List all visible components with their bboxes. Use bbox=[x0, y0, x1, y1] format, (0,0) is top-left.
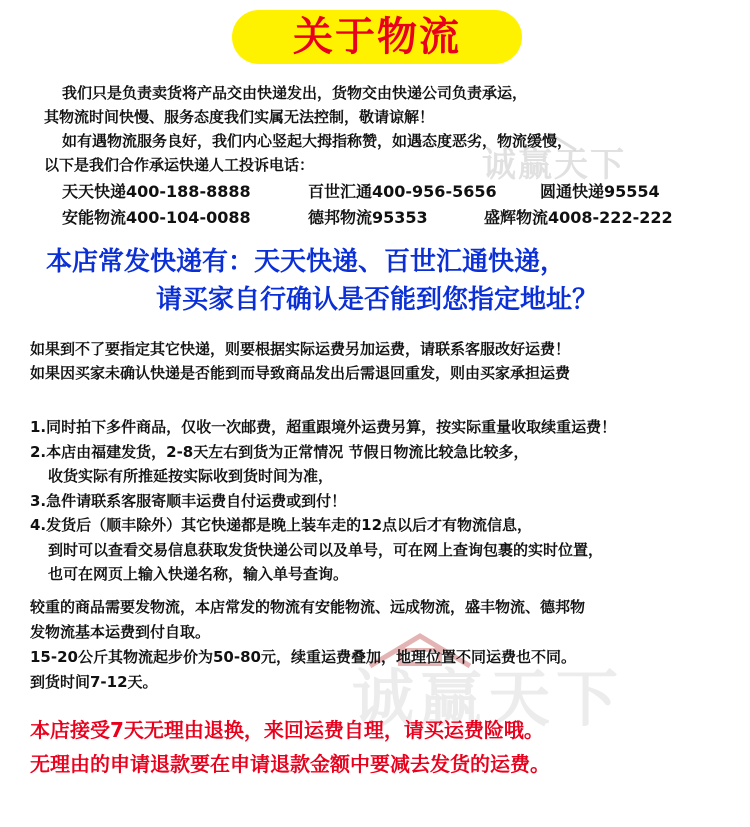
contact-shenghui: 盛辉物流4008-222-222 bbox=[484, 208, 673, 227]
page-title: 关于物流 bbox=[293, 14, 461, 60]
returns-line-1: 本店接受7天无理由退换，来回运费自理，请买运费险哦。 bbox=[30, 718, 544, 742]
contact-yuantong: 圆通快递95554 bbox=[540, 182, 660, 201]
heavy-line-2: 发物流基本运费到付自取。 bbox=[30, 623, 211, 641]
rule-line-6: 到时可以查看交易信息获取发货快递公司以及单号，可在网上查询包裹的实时位置， bbox=[48, 541, 604, 559]
heavy-line-1: 较重的商品需要发物流，本店常发的物流有安能物流、远成物流，盛丰物流、德邦物 bbox=[30, 598, 586, 616]
rule-line-4: 3.急件请联系客服寄顺丰运费自付运费或到付！ bbox=[30, 492, 347, 510]
rule-line-3: 收货实际有所推延按实际收到货时间为准， bbox=[48, 467, 334, 485]
contact-tiantian: 天天快递400-188-8888 bbox=[62, 182, 251, 201]
intro-line-2: 其物流时间快慢、服务态度我们实属无法控制，敬请谅解！ bbox=[44, 108, 435, 126]
title-banner bbox=[232, 10, 522, 64]
intro-line-1: 我们只是负责卖货将产品交由快递发出，货物交由快递公司负责承运， bbox=[62, 84, 528, 102]
condition-line-1: 如果到不了要指定其它快递，则要根据实际运费另加运费，请联系客服改好运费！ bbox=[30, 340, 571, 358]
rule-line-1: 1.同时拍下多件商品，仅收一次邮费，超重跟境外运费另算，按实际重量收取续重运费！ bbox=[30, 418, 617, 436]
watermark-text-top: 诚赢天下 bbox=[482, 145, 626, 185]
rule-line-7: 也可在网页上输入快递名称，输入单号查询。 bbox=[48, 565, 349, 583]
rule-line-5: 4.发货后（顺丰除外）其它快递都是晚上装车走的12点以后才有物流信息， bbox=[30, 516, 533, 534]
intro-line-3: 如有遇物流服务良好，我们内心竖起大拇指称赞，如遇态度恶劣，物流缓慢， bbox=[62, 132, 573, 150]
contact-debang: 德邦物流95353 bbox=[308, 208, 428, 227]
contact-anneng: 安能物流400-104-0088 bbox=[62, 208, 251, 227]
watermark-text-bottom: 诚赢天下 bbox=[352, 662, 625, 735]
condition-line-2: 如果因买家未确认快递是否能到而导致商品发出后需退回重发，则由买家承担运费 bbox=[30, 364, 571, 382]
intro-line-4: 以下是我们合作承运快递人工投诉电话： bbox=[44, 156, 315, 174]
heavy-line-4: 到货时间7-12天。 bbox=[30, 673, 158, 691]
returns-line-2: 无理由的申请退款要在申请退款金额中要减去发货的运费。 bbox=[30, 752, 550, 776]
headline-line-2: 请买家自行确认是否能到您指定地址？ bbox=[156, 285, 599, 315]
heavy-line-3: 15-20公斤其物流起步价为50-80元，续重运费叠加，地理位置不同运费也不同。 bbox=[30, 648, 576, 666]
rule-line-2: 2.本店由福建发货，2-8天左右到货为正常情况 节假日物流比较急比较多， bbox=[30, 443, 529, 461]
contact-baishi: 百世汇通400-956-5656 bbox=[308, 182, 497, 201]
headline-line-1: 本店常发快递有：天天快递、百世汇通快递， bbox=[46, 247, 567, 277]
